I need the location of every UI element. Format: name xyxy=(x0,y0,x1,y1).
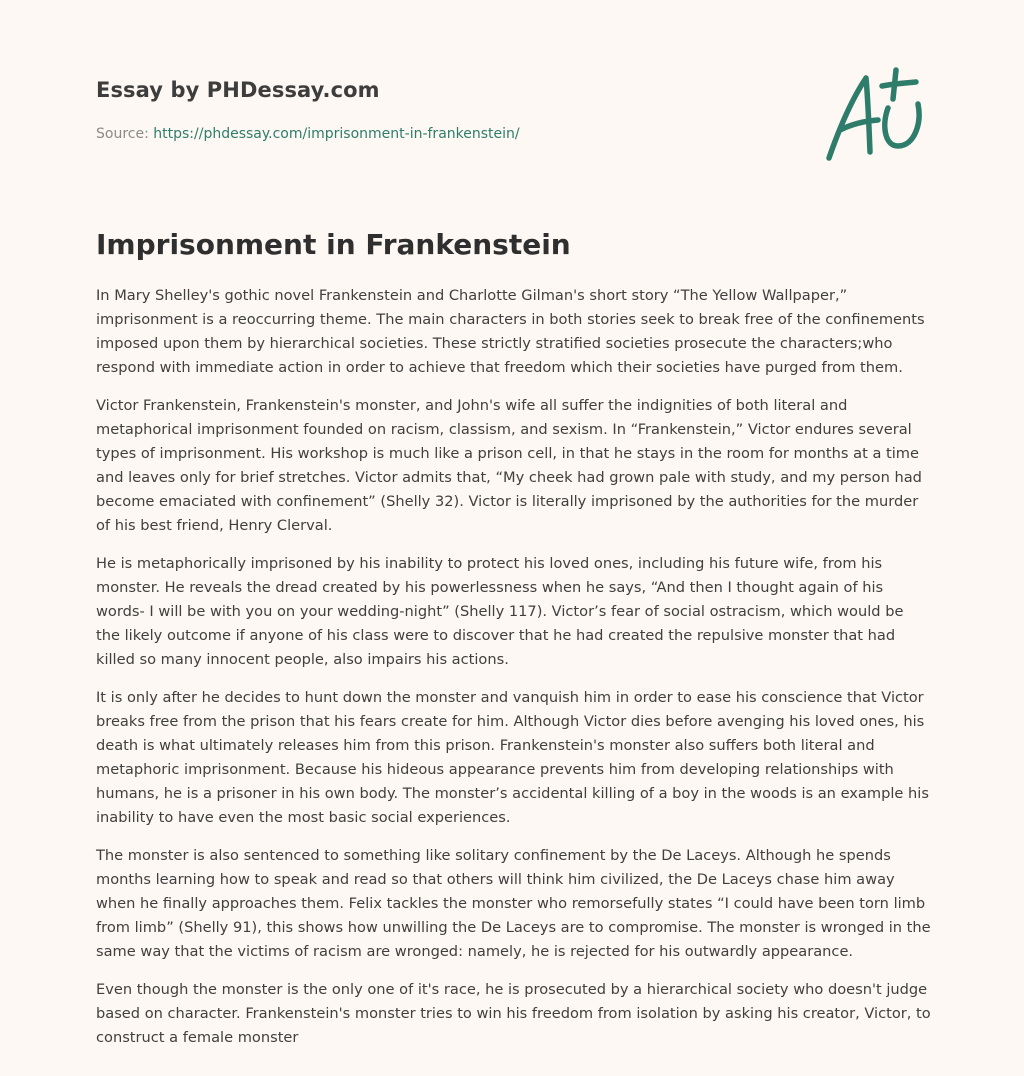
essay-paragraph: Even though the monster is the only one of it's race, he is prosecuted by a hierarchical society who doesn't judge based on character. Frankenstein's monster tries to win his freedom from isolation by asking his creator, Victor, to construct a female monster xyxy=(96,981,931,1046)
essay-paragraph: In Mary Shelley's gothic novel Frankenstein and Charlotte Gilman's short story “The Yellow Wallpaper,” imprisonment is a reoccurring theme. The main characters in both stories seek to break free of the confinements imposed upon them by hierarchical societies. These strictly stratified societies prosecute the characters;who respond with immediate action in order to achieve that freedom which their societies have purged from them. xyxy=(96,287,925,376)
essay-paragraph: Victor Frankenstein, Frankenstein's monster, and John's wife all suffer the indignities of both literal and metaphorical imprisonment founded on racism, classism, and sexism. In “Frankenstein,” Victor endures several types of imprisonment. His workshop is much like a prison cell, in that he stays in the room for months at a time and leaves only for brief stretches. Victor admits that, “My cheek had grown pale with study, and my person had become emaciated with confinement” (Shelly 32). Victor is literally imprisoned by the authorities for the murder of his best friend, Henry Clerval. xyxy=(96,397,922,534)
brand-title: Essay by PHDessay.com xyxy=(96,78,380,102)
essay-paragraph: The monster is also sentenced to something like solitary confinement by the De Laceys. Although he spends months learning how to speak and read so that others will think him civilized, the De Laceys chase him away when he finally approaches them. Felix tackles the monster who remorsefully states “I could have been torn limb from limb” (Shelly 91), this shows how unwilling the De Laceys are to compromise. The monster is wronged in the same way that the victims of racism are wronged: namely, he is rejected for his outwardly appearance. xyxy=(96,847,931,960)
essay-paragraph: He is metaphorically imprisoned by his inability to protect his loved ones, including his future wife, from his monster. He reveals the dread created by his powerlessness when he says, “And then I thought again of his words- I will be with you on your wedding-night” (Shelly 117). Victor’s fear of social ostracism, which would be the likely outcome if anyone of his class were to discover that he had created the repulsive monster that had killed so many innocent people, also impairs his actions. xyxy=(96,555,904,668)
essay-title: Imprisonment in Frankenstein xyxy=(96,228,571,261)
site-header xyxy=(96,76,796,104)
source-line xyxy=(96,124,520,144)
essay-body xyxy=(96,284,932,1064)
essay-paragraph: It is only after he decides to hunt down the monster and vanquish him in order to ease his conscience that Victor breaks free from the prison that his fears create for him. Although Victor dies before avenging his loved ones, his death is what ultimately releases him from this prison. Frankenstein's monster also suffers both literal and metaphoric imprisonment. Because his hideous appearance prevents him from developing relationships with humans, he is a prisoner in his own body. The monster’s accidental killing of a boy in the woods is an example his inability to have even the most basic social experiences. xyxy=(96,689,929,826)
source-link[interactable]: https://phdessay.com/imprisonment-in-frankenstein/ xyxy=(153,126,520,142)
a-plus-logo-icon xyxy=(822,66,928,166)
source-label: Source: xyxy=(96,126,149,142)
